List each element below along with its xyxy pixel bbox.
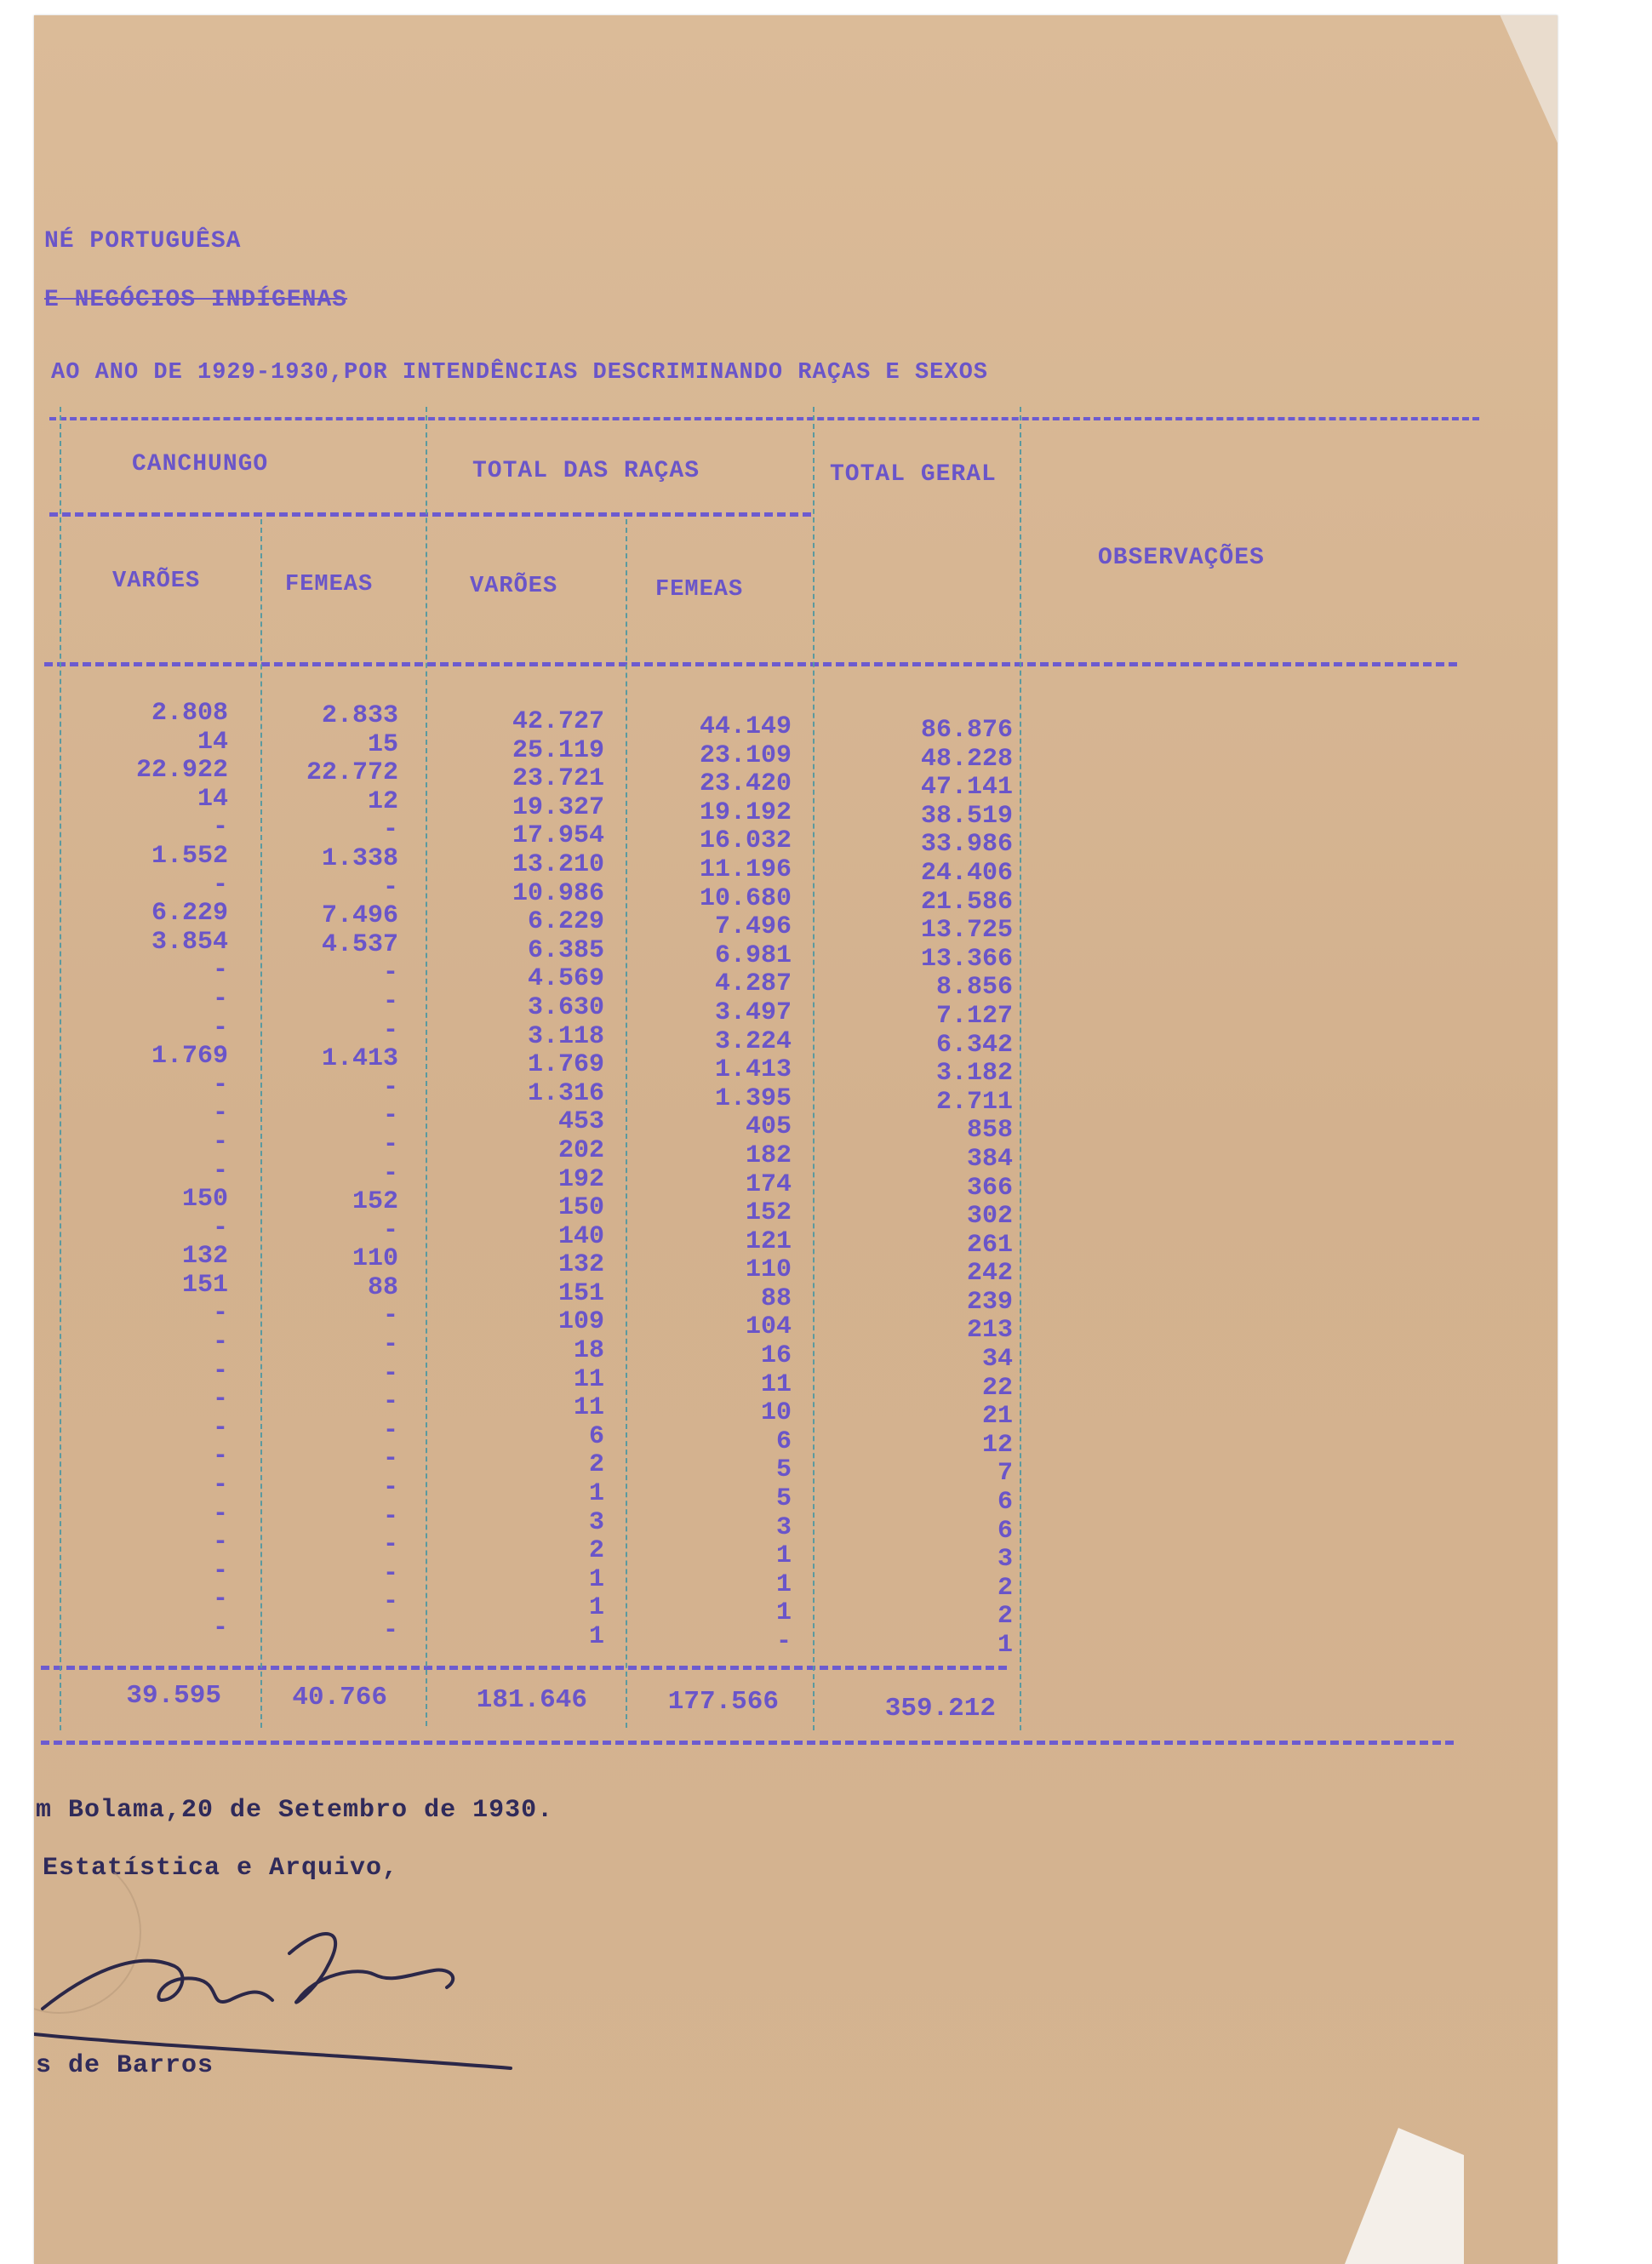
table-cell: 384 (966, 1144, 1013, 1174)
table-cell: 6.229 (527, 907, 604, 937)
table-cell: 15 (367, 729, 398, 759)
table-cell: - (382, 1358, 398, 1388)
table-cell: 7.127 (935, 1001, 1013, 1031)
table-cell: 25.119 (512, 735, 604, 765)
footer-signatory-name: s de Barros (36, 2051, 214, 2080)
vrule-total-geral-right (1020, 407, 1021, 1730)
table-cell: 2.808 (151, 699, 228, 728)
table-cell: 11 (573, 1393, 604, 1423)
table-cell: 1.316 (527, 1078, 604, 1108)
table-cell: 34 (981, 1345, 1013, 1375)
vrule-canchungo-right (426, 407, 427, 1726)
table-cell: 10.680 (699, 883, 792, 913)
table-cell: 11 (573, 1364, 604, 1394)
table-cell: - (212, 956, 228, 986)
table-cell: - (212, 984, 228, 1014)
table-cell: 10 (760, 1398, 792, 1428)
table-cell: 6 (997, 1516, 1013, 1546)
table-cell: 6.981 (714, 940, 792, 970)
footer-office: Estatística e Arquivo, (43, 1854, 399, 1883)
table-cell: - (212, 1499, 228, 1529)
table-cell: 12 (367, 786, 398, 816)
table-cell: 4.569 (527, 964, 604, 994)
table-cell: 16.032 (699, 826, 792, 856)
table-cell: 2 (588, 1450, 604, 1480)
vrule-total-split (626, 519, 627, 1728)
total-geral-sum: 359.212 (884, 1694, 996, 1724)
header-line-1: NÉ PORTUGUÊSA (44, 228, 242, 254)
table-cell: 3 (588, 1507, 604, 1537)
rule-top (49, 417, 1479, 420)
table-cell: - (212, 813, 228, 843)
table-cell: 44.149 (699, 712, 792, 741)
table-cell: 453 (557, 1107, 604, 1137)
table-cell: 192 (557, 1164, 604, 1194)
table-cell: 2 (997, 1602, 1013, 1632)
table-cell: 366 (966, 1173, 1013, 1203)
table-cell: 23.721 (512, 764, 604, 794)
subheader-femeas-total: FEMEAS (655, 577, 744, 603)
table-cell: - (212, 1614, 228, 1643)
table-cell: 11.196 (699, 855, 792, 884)
table-cell: 17.954 (512, 821, 604, 851)
table-cell: 23.109 (699, 740, 792, 770)
table-cell: 19.327 (512, 792, 604, 822)
table-cell: - (212, 1127, 228, 1157)
table-cell: 6 (997, 1488, 1013, 1518)
table-cell: - (212, 1471, 228, 1501)
header-canchungo: CANCHUNGO (132, 451, 269, 477)
table-cell: - (212, 1099, 228, 1129)
signature-stroke-second (289, 1934, 453, 2003)
table-cell: - (382, 1015, 398, 1045)
table-cell: - (212, 1213, 228, 1243)
table-cell: - (382, 1072, 398, 1102)
table-cell: 242 (966, 1259, 1013, 1289)
table-cell: 152 (745, 1198, 792, 1228)
rule-bottom (41, 1741, 1454, 1745)
subheader-femeas-canchungo: FEMEAS (285, 572, 374, 597)
table-cell: - (382, 1473, 398, 1503)
table-cell: 18 (573, 1336, 604, 1366)
table-cell: 6.385 (527, 935, 604, 965)
table-cell: 110 (745, 1255, 792, 1285)
table-cell: 202 (557, 1135, 604, 1165)
table-cell: - (212, 1299, 228, 1329)
table-cell: 23.420 (699, 769, 792, 799)
table-cell: 150 (557, 1193, 604, 1223)
table-cell: - (212, 1328, 228, 1358)
table-cell: 10.986 (512, 878, 604, 908)
table-cell: 182 (745, 1141, 792, 1170)
table-cell: - (382, 1301, 398, 1331)
table-cell: 132 (181, 1242, 228, 1272)
table-cell: 1 (588, 1622, 604, 1651)
table-cell: - (382, 815, 398, 845)
table-cell: 7.496 (321, 901, 398, 931)
table-cell: - (382, 872, 398, 902)
table-cell: - (212, 1385, 228, 1415)
total-racas-varoes: 181.646 (476, 1685, 587, 1715)
table-cell: - (382, 986, 398, 1016)
table-cell: - (212, 1356, 228, 1386)
rule-header-bottom (44, 662, 1457, 666)
signature-underline (34, 2034, 511, 2068)
table-cell: 7 (997, 1459, 1013, 1489)
table-cell: 1.413 (321, 1044, 398, 1074)
header-total-geral: TOTAL GERAL (830, 461, 997, 488)
total-racas-femeas: 177.566 (667, 1687, 779, 1717)
table-cell: 13.366 (920, 944, 1013, 974)
total-canchungo-varoes: 39.595 (126, 1681, 221, 1711)
table-cell: 1.769 (151, 1042, 228, 1072)
column-total-geral (881, 717, 1013, 1661)
table-cell: 151 (557, 1278, 604, 1308)
table-cell: - (382, 1101, 398, 1131)
table-cell: - (382, 1415, 398, 1445)
header-observacoes: OBSERVAÇÕES (1098, 545, 1265, 571)
table-cell: 2.833 (321, 701, 398, 730)
table-cell: 5 (775, 1484, 792, 1514)
table-cell: 42.727 (512, 707, 604, 736)
table-cell: 152 (352, 1187, 398, 1217)
table-cell: 104 (745, 1312, 792, 1342)
table-cell: - (382, 1616, 398, 1645)
table-cell: 858 (966, 1116, 1013, 1146)
table-cell: - (212, 1585, 228, 1615)
table-cell: 47.141 (920, 773, 1013, 803)
table-cell: - (382, 1558, 398, 1588)
table-cell: - (212, 1156, 228, 1186)
table-cell: 3.497 (714, 998, 792, 1027)
table-cell: - (382, 1215, 398, 1245)
table-cell: - (212, 1413, 228, 1443)
table-cell: 4.537 (321, 929, 398, 959)
header-line-2-struck: E NEGÓCIOS INDÍGENAS (44, 287, 348, 313)
table-cell: 4.287 (714, 969, 792, 999)
table-cell: - (382, 1501, 398, 1531)
footer-place-date: m Bolama,20 de Setembro de 1930. (36, 1796, 554, 1825)
table-cell: 22.922 (135, 756, 228, 786)
table-cell: 19.192 (699, 798, 792, 827)
column-canchungo-varoes (102, 700, 228, 1644)
table-cell: 6.342 (935, 1030, 1013, 1060)
table-cell: 1 (588, 1593, 604, 1623)
table-cell: 8.856 (935, 973, 1013, 1003)
table-cell: 3.118 (527, 1021, 604, 1051)
table-cell: 405 (745, 1112, 792, 1142)
table-cell: 140 (557, 1221, 604, 1251)
table-cell: 88 (760, 1284, 792, 1313)
table-cell: - (382, 958, 398, 988)
table-cell: 110 (352, 1244, 398, 1274)
table-cell: - (382, 1387, 398, 1417)
table-cell: 14 (197, 727, 228, 757)
table-cell: - (212, 1528, 228, 1558)
table-cell: 33.986 (920, 830, 1013, 860)
table-cell: 12 (981, 1430, 1013, 1460)
table-cell: 1.769 (527, 1050, 604, 1080)
table-cell: 6 (588, 1421, 604, 1451)
table-cell: - (382, 1530, 398, 1560)
table-cell: 1 (588, 1479, 604, 1509)
table-cell: 3.630 (527, 992, 604, 1022)
table-cell: 1.413 (714, 1055, 792, 1085)
table-cell: 13.210 (512, 849, 604, 879)
table-cell: 3.182 (935, 1059, 1013, 1089)
table-cell: 1 (997, 1631, 1013, 1660)
table-cell: 109 (557, 1307, 604, 1337)
table-cell: 213 (966, 1316, 1013, 1346)
table-cell: 1 (775, 1541, 792, 1571)
table-cell: 86.876 (920, 716, 1013, 745)
table-cell: 6 (775, 1426, 792, 1456)
column-canchungo-femeas (271, 702, 398, 1646)
table-cell: 24.406 (920, 858, 1013, 888)
vrule-canchungo-split (260, 519, 262, 1728)
table-cell: 21 (981, 1402, 1013, 1432)
table-cell: 3 (775, 1512, 792, 1542)
table-cell: - (382, 1158, 398, 1188)
header-total-racas: TOTAL DAS RAÇAS (472, 458, 700, 484)
table-cell: 121 (745, 1226, 792, 1256)
table-cell: 2 (588, 1536, 604, 1566)
table-cell: 21.586 (920, 887, 1013, 917)
table-cell: - (382, 1587, 398, 1617)
table-cell: 132 (557, 1250, 604, 1280)
table-cell: - (382, 1444, 398, 1474)
table-cell: 150 (181, 1185, 228, 1215)
column-total-varoes (472, 708, 604, 1652)
table-cell: 5 (775, 1455, 792, 1485)
table-cell: 22 (981, 1373, 1013, 1403)
table-cell: 1 (775, 1569, 792, 1599)
table-cell: 302 (966, 1202, 1013, 1232)
subheader-varoes-canchungo: VARÕES (112, 569, 201, 594)
table-cell: 1 (588, 1564, 604, 1594)
table-cell: 1 (775, 1598, 792, 1628)
table-cell: 151 (181, 1270, 228, 1300)
table-cell: - (382, 1330, 398, 1360)
table-cell: 1.552 (151, 841, 228, 871)
table-cell: 48.228 (920, 744, 1013, 774)
table-cell: 14 (197, 784, 228, 814)
signature-image (34, 1872, 528, 2094)
table-cell: - (212, 1013, 228, 1043)
total-canchungo-femeas: 40.766 (292, 1683, 387, 1712)
table-cell: 11 (760, 1369, 792, 1399)
table-cell: - (212, 870, 228, 900)
table-cell: 6.229 (151, 899, 228, 929)
table-cell: 2.711 (935, 1087, 1013, 1117)
table-cell: - (212, 1442, 228, 1472)
rule-totals-top (41, 1666, 1007, 1670)
table-cell: 7.496 (714, 912, 792, 942)
table-cell: 3 (997, 1545, 1013, 1575)
table-cell: 3.854 (151, 927, 228, 957)
subheader-varoes-total: VARÕES (470, 574, 558, 599)
table-cell: - (775, 1627, 792, 1656)
table-cell: 239 (966, 1287, 1013, 1317)
table-cell: 261 (966, 1230, 1013, 1260)
document-title: AO ANO DE 1929-1930,POR INTENDÊNCIAS DESCRIMINANDO RAÇAS E SEXOS (51, 360, 988, 386)
table-cell: 13.725 (920, 916, 1013, 946)
table-cell: - (382, 1129, 398, 1159)
rule-subheader (49, 512, 811, 517)
signature-stroke-first (43, 1961, 272, 2009)
vrule-total-geral-left (813, 407, 815, 1730)
table-cell: - (212, 1556, 228, 1586)
table-cell: 3.224 (714, 1026, 792, 1056)
table-cell: 38.519 (920, 801, 1013, 831)
table-cell: - (212, 1070, 228, 1100)
table-cell: 2 (997, 1573, 1013, 1603)
table-cell: 1.338 (321, 843, 398, 873)
vrule-left (60, 407, 61, 1730)
table-cell: 1.395 (714, 1083, 792, 1113)
table-cell: 16 (760, 1341, 792, 1371)
seal-ring (34, 1872, 140, 2013)
table-cell: 22.772 (306, 758, 398, 788)
column-total-femeas (655, 713, 792, 1657)
table-cell: 88 (367, 1272, 398, 1302)
table-cell: 174 (745, 1169, 792, 1199)
